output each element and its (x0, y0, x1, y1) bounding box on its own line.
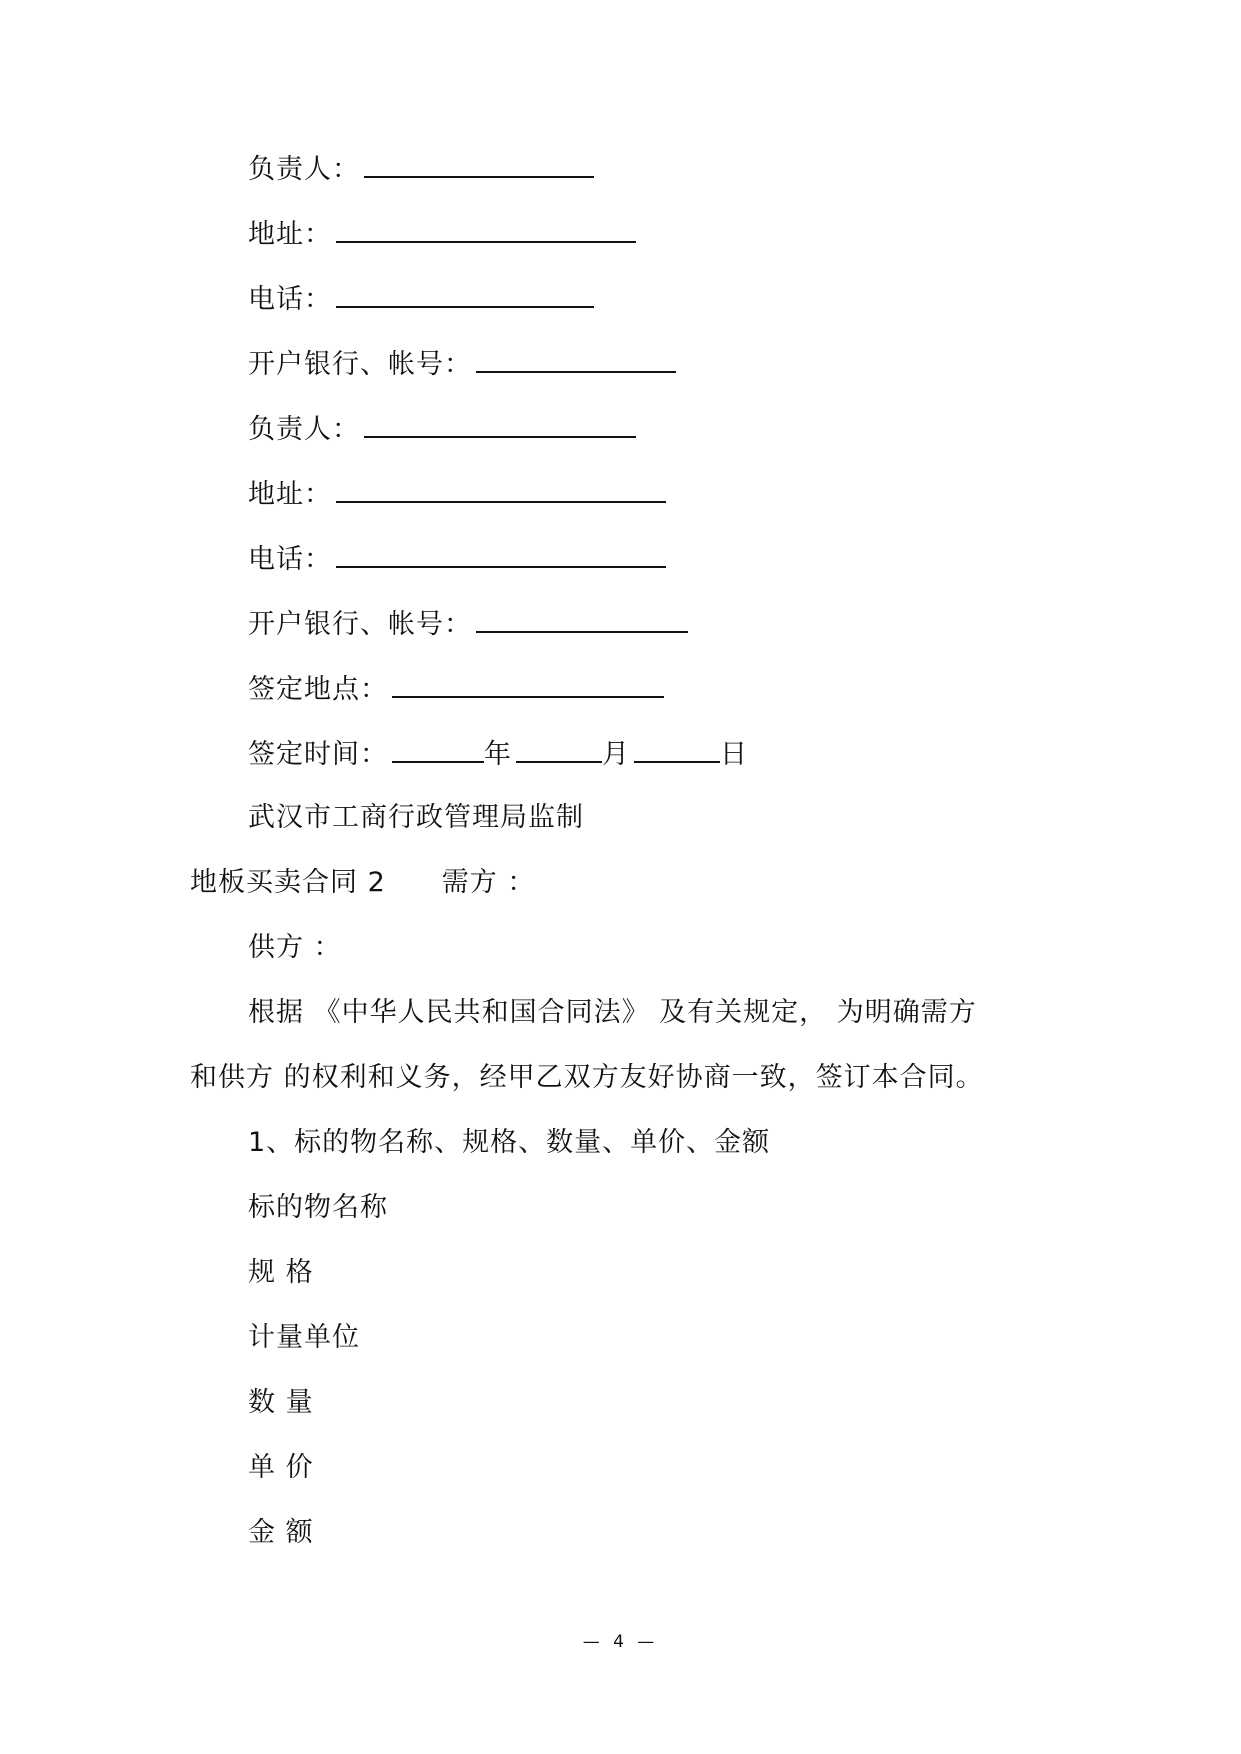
party-a-address-row (248, 473, 666, 515)
party-a-bank-row (248, 603, 688, 645)
party-b-phone-label: 电话： (248, 284, 332, 315)
signing-place-blank[interactable] (392, 668, 664, 698)
field-specification: 规 格 (248, 1257, 314, 1288)
signing-day-blank[interactable] (634, 733, 720, 763)
signing-month-blank[interactable] (516, 733, 602, 763)
party-a-phone-label: 电话： (248, 544, 332, 575)
party-b-address-row (248, 213, 636, 255)
buyer-label: 需方 ： (441, 867, 536, 898)
field-quantity: 数 量 (248, 1387, 314, 1418)
party-b-bank-blank[interactable] (476, 343, 676, 373)
party-a-address-blank[interactable] (336, 473, 666, 503)
party-a-bank-blank[interactable] (476, 603, 688, 633)
signing-year-blank[interactable] (392, 733, 484, 763)
party-b-person-in-charge-blank[interactable] (364, 148, 594, 178)
party-a-phone-blank[interactable] (336, 538, 666, 568)
party-a-phone-row (248, 538, 666, 580)
party-b-address-label: 地址： (248, 219, 332, 250)
page-number: — 4 — (582, 1632, 659, 1652)
supplier-label: 供方 ： (248, 932, 342, 963)
signing-place-label: 签定地点： (248, 674, 388, 705)
field-item-name: 标的物名称 (248, 1192, 388, 1223)
party-b-bank-row (248, 343, 676, 385)
party-b-phone-row (248, 278, 594, 320)
paragraph-1-line-1: 根据 《中华人民共和国合同法》 及有关规定， 为明确需方 (248, 997, 977, 1028)
signing-year-label: 年 (484, 739, 512, 770)
contract2-title: 地板买卖合同 2 (190, 867, 386, 898)
party-b-bank-label: 开户银行、帐号： (248, 349, 472, 380)
supervisor-line: 武汉市工商行政管理局监制 (248, 802, 584, 833)
field-unit-price: 单 价 (248, 1452, 314, 1483)
signing-month-label: 月 (602, 739, 630, 770)
signing-time-label: 签定时间： (248, 739, 388, 770)
signing-day-label: 日 (720, 739, 748, 770)
party-b-person-in-charge-row (248, 148, 594, 190)
party-a-person-in-charge-blank[interactable] (364, 408, 636, 438)
party-b-address-blank[interactable] (336, 213, 636, 243)
party-b-person-in-charge-label: 负责人： (248, 154, 360, 185)
party-b-phone-blank[interactable] (336, 278, 594, 308)
paragraph-1-line-2: 和供方 的权利和义务，经甲乙双方友好协商一致，签订本合同。 (190, 1062, 984, 1093)
signing-place-row (248, 668, 664, 710)
party-a-bank-label: 开户银行、帐号： (248, 609, 472, 640)
contract2-heading-row (190, 863, 535, 903)
signing-time-row (248, 733, 748, 775)
party-a-person-in-charge-label: 负责人： (248, 414, 360, 445)
section-1-heading: 1、标的物名称、规格、数量、单价、金额 (248, 1127, 771, 1158)
party-a-person-in-charge-row (248, 408, 636, 450)
field-amount: 金 额 (248, 1517, 314, 1548)
party-a-address-label: 地址： (248, 479, 332, 510)
field-unit: 计量单位 (248, 1322, 360, 1353)
